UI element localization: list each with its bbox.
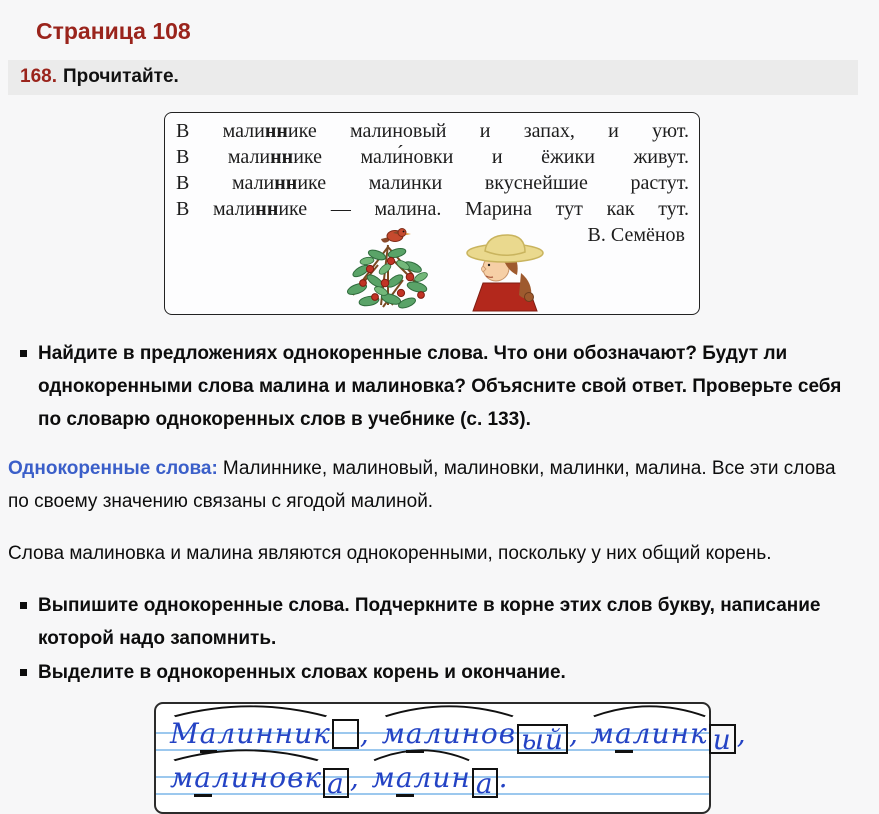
root-letters: м — [170, 761, 195, 794]
poem-line-3 — [176, 170, 689, 196]
handwriting-word — [170, 717, 370, 750]
answer-label: Однокоренные слова: — [8, 458, 218, 479]
word-root — [382, 717, 516, 750]
poem-text: ике — малина. Марина тут как тут. — [278, 198, 689, 220]
question-item: Выпишите однокоренные слова. Подчеркните в корне этих слов букву, написание которой надо запомнить. — [18, 589, 842, 655]
root-letters: М — [170, 717, 200, 750]
root-arc-icon — [589, 703, 710, 718]
answer-text-1: Малиннике, малиновый, малиновки, малинки, малина. Все эти слова по своему значению связаны с ягодой малиной. — [8, 458, 836, 512]
question-list-bottom — [18, 589, 842, 689]
separator: , — [568, 717, 579, 750]
handwriting-answer-image — [154, 702, 747, 814]
poem-line-1 — [176, 118, 689, 144]
root-letters: м — [381, 717, 406, 750]
handwriting-word — [372, 761, 509, 798]
ending-box: и — [709, 724, 736, 754]
poem-author: В. Семёнов — [587, 224, 685, 246]
word-root — [591, 717, 708, 750]
poem-text: ике мали́новки и ёжики живут. — [293, 146, 689, 168]
poem-bold-letters: нн — [270, 146, 294, 168]
ending-box: а — [472, 768, 498, 798]
separator: , — [359, 717, 370, 750]
root-letters: линов — [423, 717, 517, 750]
poem-box — [164, 112, 700, 315]
poem-text: В мали — [176, 172, 275, 194]
root-letters: м — [590, 717, 615, 750]
ending-box — [332, 719, 359, 749]
underlined-vowel: а — [396, 761, 414, 797]
root-letters: лин — [413, 761, 471, 794]
underlined-vowel: а — [194, 761, 212, 797]
poem-text: ике малиновый и запах, и уют. — [287, 120, 689, 142]
word-root — [372, 761, 471, 794]
ending-box: ый — [517, 724, 568, 754]
answer-paragraph-2 — [8, 537, 856, 570]
raspberry-bush-icon — [346, 245, 429, 310]
question-list-top — [18, 337, 842, 436]
ending-box: а — [323, 768, 349, 798]
page-title: Страница 108 — [36, 18, 191, 44]
separator: , — [736, 717, 747, 750]
root-arc-icon — [370, 747, 473, 762]
underlined-vowel: а — [406, 717, 424, 753]
poem-text: В мали — [176, 198, 256, 220]
separator: , — [349, 761, 360, 794]
underlined-vowel: а — [200, 717, 218, 753]
root-arc-icon — [380, 703, 518, 718]
word-root — [170, 761, 322, 794]
poem-text: В мали — [176, 120, 265, 142]
poem-line-4 — [176, 196, 689, 222]
exercise-instruction: Прочитайте. — [62, 66, 179, 87]
handwriting-word — [591, 717, 747, 754]
root-letters: линник — [217, 717, 331, 750]
poem-text: ике малинки вкуснейшие растут. — [297, 172, 689, 194]
question-item: Выделите в однокоренных словах корень и окончание. — [18, 656, 842, 689]
root-letters: линовк — [211, 761, 323, 794]
poem-text: В мали — [176, 146, 271, 168]
handwriting-word — [170, 761, 360, 798]
question-item: Найдите в предложениях однокоренные слова. Что они обозначают? Будут ли однокоренными слова малина и малиновка? Объясните свой ответ. Проверьте себя по словарю однокоренных слов в учебнике (с. 133). — [18, 337, 842, 436]
root-arc-icon — [168, 747, 324, 762]
root-letters: м — [371, 761, 396, 794]
underlined-vowel: а — [615, 717, 633, 753]
girl-icon — [467, 235, 543, 311]
exercise-number: 168. — [20, 66, 57, 87]
poem-bold-letters: нн — [255, 198, 279, 220]
poem-bold-letters: нн — [264, 120, 288, 142]
answer-text-2: Слова малиновка и малина являются однокоренными, поскольку у них общий корень. — [8, 543, 772, 564]
poem-line-2 — [176, 144, 689, 170]
exercise-header-bar — [8, 60, 858, 95]
word-root — [170, 717, 331, 750]
raspberry-bush-girl-illustration — [333, 225, 545, 311]
poem-bold-letters: нн — [274, 172, 298, 194]
handwriting-row-2 — [170, 761, 510, 798]
bird-icon — [381, 229, 411, 243]
answer-paragraph-1 — [8, 452, 856, 518]
separator: . — [498, 761, 509, 794]
root-arc-icon — [168, 703, 333, 718]
root-letters: линк — [632, 717, 708, 750]
